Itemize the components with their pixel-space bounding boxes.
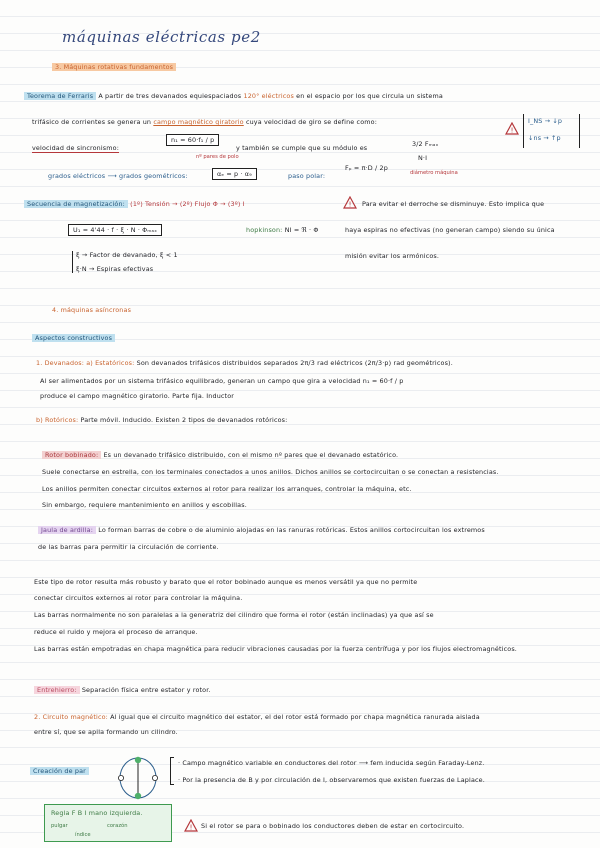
creation-label: Creación de par — [30, 767, 89, 775]
jaula-row — [38, 526, 485, 534]
section3-heading: 3. Máquinas rotativas fundamentos — [52, 63, 176, 71]
warning-icon-3 — [184, 817, 198, 836]
warning-icon-2 — [343, 194, 357, 213]
a-text2: Al ser alimentados por un sistema trifásico equilibrado, generan un campo que gira a velocidad — [40, 377, 361, 385]
eq-label: hopkinson: — [246, 226, 283, 234]
per-pole: paso polar: — [288, 172, 326, 180]
rule-box — [44, 804, 172, 842]
ferraris-row1 — [24, 92, 443, 100]
magnet-seq1: (1º) Tensión → — [130, 200, 178, 208]
degrees-formula: αₑ = p · α₉ — [212, 168, 257, 180]
rule-sub3: corazón — [107, 823, 128, 829]
ferraris-line1b: en el espacio por los que circula un sistema — [296, 92, 443, 100]
creation-2: · Por la presencia de B y por circulación de I, observaremos que existen fuerzas de Laplace. — [178, 776, 485, 784]
rotor-diagram — [112, 754, 164, 806]
rotor-bob-row — [42, 451, 398, 459]
jaula-2: de las barras para permitir la circulación de corriente. — [38, 543, 219, 551]
eq-main-row — [68, 226, 162, 234]
p1: Este tipo de rotor resulta más robusto y barato que el rotor bobinado aunque es menos versátil ya que no permite — [34, 578, 418, 586]
eq-hopkinson-row — [246, 226, 319, 234]
factor-2: ξ·N → Espiras efectivas — [76, 265, 154, 273]
ferraris-line1: A partir de tres devanados equiespaciados — [98, 92, 242, 100]
factors — [72, 251, 178, 273]
a-angle: 2π/3 rad eléctricos (2π/3·p) rad geométricos). — [300, 359, 453, 367]
b-row — [36, 416, 287, 424]
entrehierro-row — [34, 686, 211, 694]
ferraris-label: Teorema de Ferraris — [24, 92, 96, 100]
entrehierro-label: Entrehierro: — [34, 686, 80, 694]
module-formula: 3/2 Fₘₐₓ — [412, 140, 439, 148]
degrees-text: grados eléctricos — [48, 172, 106, 180]
ns-p-top: I_NS → ↓p — [528, 117, 563, 125]
circuit-row — [34, 713, 480, 721]
ferraris-line2a: trifásico de corrientes se genera un — [32, 118, 152, 126]
rotor-bob-2: Suele conectarse en estrella, con los terminales conectados a unos anillos. Dichos anillos se cortocircuitan o se conectan a resistencias. — [42, 468, 499, 476]
ferraris-row2 — [32, 118, 377, 126]
a-label: 1. Devanados: a) Estatóricos: — [36, 359, 135, 367]
magnet-warn2: haya espiras no efectivas (no generan campo) siendo su única — [345, 226, 555, 234]
eq-main: U₁ = 4'44 · f · ξ · N · Φₘₐₓ — [68, 224, 162, 236]
rule-sub1: pulgar — [51, 823, 68, 829]
b-label: b) Rotóricos: — [36, 416, 79, 424]
warning-icon — [505, 120, 519, 139]
factor-1: ξ → Factor de devanado, ξ < 1 — [76, 251, 178, 259]
magnet-warn3: misión evitar los armónicos. — [345, 252, 440, 260]
ferraris-field: campo magnético giratorio — [153, 118, 244, 126]
magnet-seq2: (2º) Flujo Φ → — [179, 200, 226, 208]
magnet-row — [24, 200, 245, 208]
p3: Las barras normalmente no son paralelas a la generatriz del cilindro que forma el rotor (están inclinadas) ya que así se — [34, 611, 434, 619]
ns-p-box — [523, 114, 580, 148]
rotor-bob-4: Sin embargo, requiere mantenimiento en anillos y escobillas. — [42, 501, 247, 509]
construct-label: Aspectos constructivos — [32, 334, 115, 342]
final-warn: Si el rotor se para o bobinado los conductores deben de estar en cortocircuito. — [201, 822, 465, 830]
sync-formula: n₁ = 60·f₁ / p — [166, 134, 219, 146]
eq-hopkinson: NI = ℜ · Φ — [284, 226, 319, 234]
ns-p-bot: ↓ns → ↑p — [528, 134, 561, 142]
also-text: y también se cumple que su módulo es — [236, 144, 368, 152]
rotor-bob-label: Rotor bobinado: — [42, 451, 101, 459]
rotor-bob-3: Los anillos permiten conectar circuitos externos al rotor para realizar los arranques, controlar la máquina, etc. — [42, 485, 412, 493]
section4-heading: 4. máquinas asíncronas — [52, 306, 132, 314]
pole-note: nº pares de polo — [196, 154, 239, 160]
a-formula: n₁ = 60·f / p — [362, 377, 404, 385]
a-row2 — [40, 377, 403, 385]
circuit-text2: entre sí, que se apila formando un cilindro. — [34, 728, 178, 736]
ferraris-line2b: cuya velocidad de giro se define como: — [245, 118, 377, 126]
rule-sub2: índice — [75, 832, 91, 838]
magnet-label: Secuencia de magnetización: — [24, 200, 128, 208]
jaula-1: Lo forman barras de cobre o de aluminio alojadas en las ranuras rotóricas. Estos anillos cortocircuitan los extremos — [98, 526, 485, 534]
bracket — [170, 757, 174, 785]
sync-label: velocidad de sincronismo: — [32, 144, 120, 152]
svg-text:!: ! — [510, 126, 514, 135]
p4: reduce el ruido y mejora el proceso de arranque. — [34, 628, 198, 636]
pole-formula: Fₚ = π·D / 2p — [345, 164, 388, 172]
degrees-arrow: grados geométricos: — [118, 172, 188, 180]
svg-text:!: ! — [189, 823, 193, 832]
creation-1: · Campo magnético variable en conductores del rotor ⟶ fem inducida según Faraday-Lenz. — [178, 759, 485, 767]
circuit-text: Al igual que el circuito magnético del estator, el del rotor está formado por chapa magnética ranurada aislada — [110, 713, 480, 721]
magnet-warn: Para evitar el derroche se disminuye. Esto implica que — [362, 200, 545, 208]
degrees-row: grados eléctricos ⟶ grados geométricos: — [48, 172, 188, 180]
ferraris-angle: 120° eléctricos — [243, 92, 294, 100]
magnet-seq3: (3º) I — [227, 200, 245, 208]
page-title: máquinas eléctricas pe2 — [62, 28, 261, 46]
pole-formula-note: diámetro máquina — [410, 170, 458, 176]
a-text: Son devanados trifásicos distribuidos separados — [136, 359, 299, 367]
entrehierro-text: Separación física entre estator y rotor. — [81, 686, 211, 694]
circuit-label: 2. Circuito magnético: — [34, 713, 108, 721]
module-eq: N·I — [418, 154, 428, 162]
svg-text:!: ! — [348, 200, 352, 209]
rule-title: Regla F B I mano izquierda. — [51, 809, 143, 817]
jaula-label: Jaula de ardilla: — [38, 526, 96, 534]
a-text3: produce el campo magnético giratorio. Parte fija. Inductor — [40, 392, 235, 400]
p5: Las barras están empotradas en chapa magnética para reducir vibraciones causadas por la fuerza centrífuga y por los flujos electromagnéticos. — [34, 645, 517, 653]
a-row — [36, 359, 453, 367]
b-text: Parte móvil. Inducido. Existen 2 tipos de devanados rotóricos: — [80, 416, 288, 424]
p2: conectar circuitos externos al rotor para controlar la máquina. — [34, 594, 243, 602]
rotor-bob-1: Es un devanado trifásico distribuido, con el mismo nº pares que el devanado estatórico. — [103, 451, 399, 459]
